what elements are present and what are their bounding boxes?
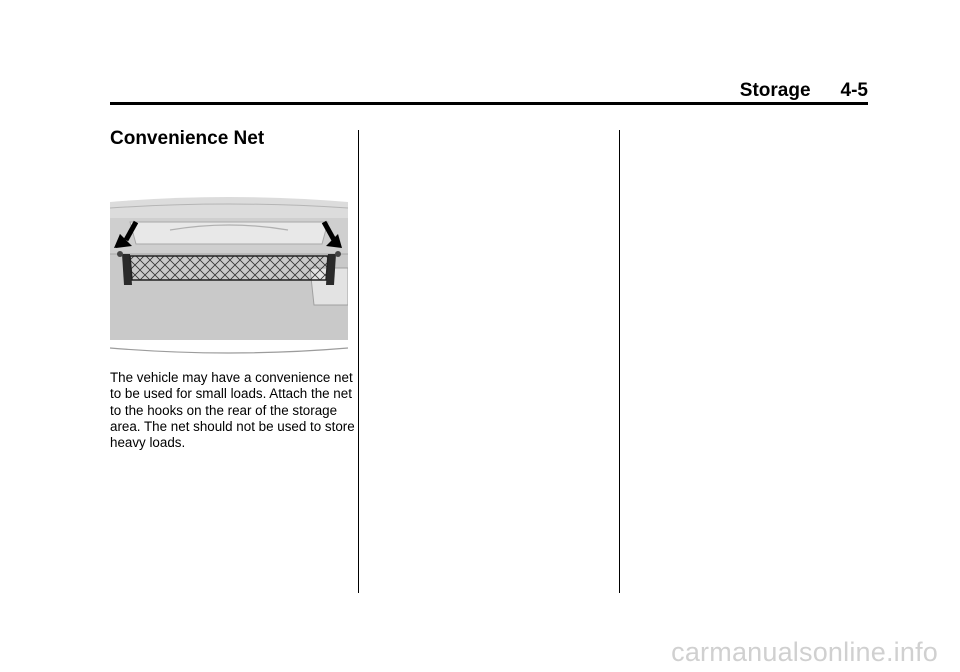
body-paragraph: The vehicle may have a convenience net to be used for small loads. Attach the net to the hooks on the rear of the storage area. The net should not be used to store heavy loads.	[110, 370, 355, 451]
watermark: carmanualsonline.info	[671, 637, 938, 667]
section-title: Convenience Net	[110, 128, 265, 149]
header-section-title: Storage	[739, 80, 811, 101]
convenience-net-illustration	[110, 190, 348, 358]
column-divider-right	[619, 130, 620, 593]
header-page-number: 4-5	[840, 80, 868, 101]
header-rule	[110, 102, 868, 105]
column-divider-left	[358, 130, 359, 593]
page-header	[110, 80, 868, 102]
